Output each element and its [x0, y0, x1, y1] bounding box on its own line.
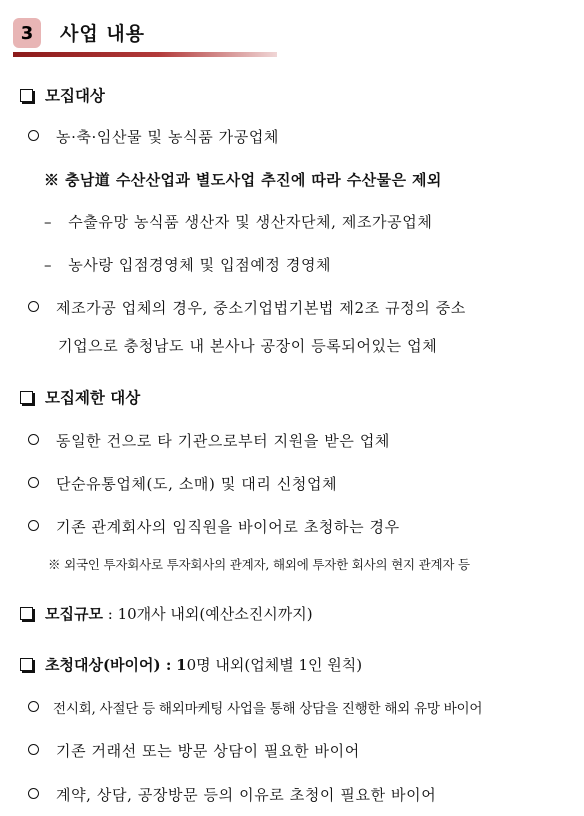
restricted-target-heading-row	[20, 386, 140, 408]
invite-target-heading: 초청대상(바이어) :	[45, 656, 172, 674]
recruit-target-dash-text: 수출유망 농식품 생산자 및 생산자단체, 제조가공업체	[68, 213, 433, 231]
invite-target-item	[28, 740, 360, 761]
checkbox-square-icon	[20, 607, 33, 620]
invite-target-value: 0명 내외(업체별 1인 원칙)	[186, 656, 363, 674]
invite-target-item-text: 전시회, 사절단 등 해외마케팅 사업을 통해 상담을 진행한 해외 유망 바이어	[53, 701, 483, 717]
invite-target-item-text: 기존 거래선 또는 방문 상담이 필요한 바이어	[56, 742, 360, 760]
recruit-target-item-text: 제조가공 업체의 경우, 중소기업법기본법 제2조 규정의 중소	[56, 299, 466, 317]
checkbox-square-icon	[20, 89, 33, 102]
restricted-target-item-text: 동일한 건으로 타 기관으로부터 지원을 받은 업체	[56, 432, 391, 450]
recruit-scale-heading: 모집규모	[45, 605, 103, 623]
circle-bullet-icon	[28, 520, 39, 531]
restricted-target-item	[28, 473, 337, 494]
circle-bullet-icon	[28, 301, 39, 312]
invite-target-item-text: 계약, 상담, 공장방문 등의 이유로 초청이 필요한 바이어	[56, 786, 437, 804]
recruit-target-dash-item	[44, 254, 331, 275]
circle-bullet-icon	[28, 130, 39, 141]
restricted-target-item	[28, 430, 390, 451]
recruit-target-heading-row	[20, 84, 105, 106]
invite-target-item	[28, 697, 482, 717]
section-title: 사업 내용	[60, 23, 146, 45]
recruit-target-item	[28, 297, 466, 318]
recruit-target-dash-text: 농사랑 입점경영체 및 입점예정 경영체	[68, 256, 332, 274]
dash-bullet: –	[44, 213, 69, 231]
section-number-badge: 3	[13, 18, 41, 48]
recruit-target-item-continuation: 기업으로 충청남도 내 본사나 공장이 등록되어있는 업체	[58, 337, 438, 355]
circle-bullet-icon	[28, 744, 39, 755]
invite-target-value-bold: 1	[176, 656, 187, 674]
circle-bullet-icon	[28, 434, 39, 445]
restricted-target-item-text: 단순유통업체(도, 소매) 및 대리 신청업체	[56, 475, 338, 493]
recruit-target-dash-item	[44, 211, 432, 232]
recruit-scale-value: 10개사 내외(예산소진시까지)	[117, 605, 313, 623]
invite-target-item	[28, 784, 436, 805]
checkbox-square-icon	[20, 658, 33, 671]
recruit-target-item-text: 농·축·임산물 및 농식품 가공업체	[56, 128, 280, 146]
recruit-target-item	[28, 126, 279, 147]
circle-bullet-icon	[28, 477, 39, 488]
recruit-target-note: ※ 충남道 수산산업과 별도사업 추진에 따라 수산물은 제외	[44, 171, 442, 189]
checkbox-square-icon	[20, 391, 33, 404]
restricted-target-item-text: 기존 관계회사의 임직원을 바이어로 초청하는 경우	[56, 518, 400, 536]
restricted-target-item	[28, 516, 400, 537]
restricted-target-note: ※ 외국인 투자회사로 투자회사의 관계자, 해외에 투자한 회사의 현지 관계자 등	[48, 557, 470, 572]
recruit-scale-separator: :	[107, 605, 113, 623]
recruit-scale-row	[20, 603, 313, 624]
recruit-target-heading: 모집대상	[45, 86, 105, 105]
invite-target-row	[20, 654, 362, 675]
circle-bullet-icon	[28, 701, 39, 712]
circle-bullet-icon	[28, 788, 39, 799]
section-title-underline	[13, 52, 277, 57]
restricted-target-heading: 모집제한 대상	[45, 388, 141, 407]
dash-bullet: –	[44, 256, 69, 274]
